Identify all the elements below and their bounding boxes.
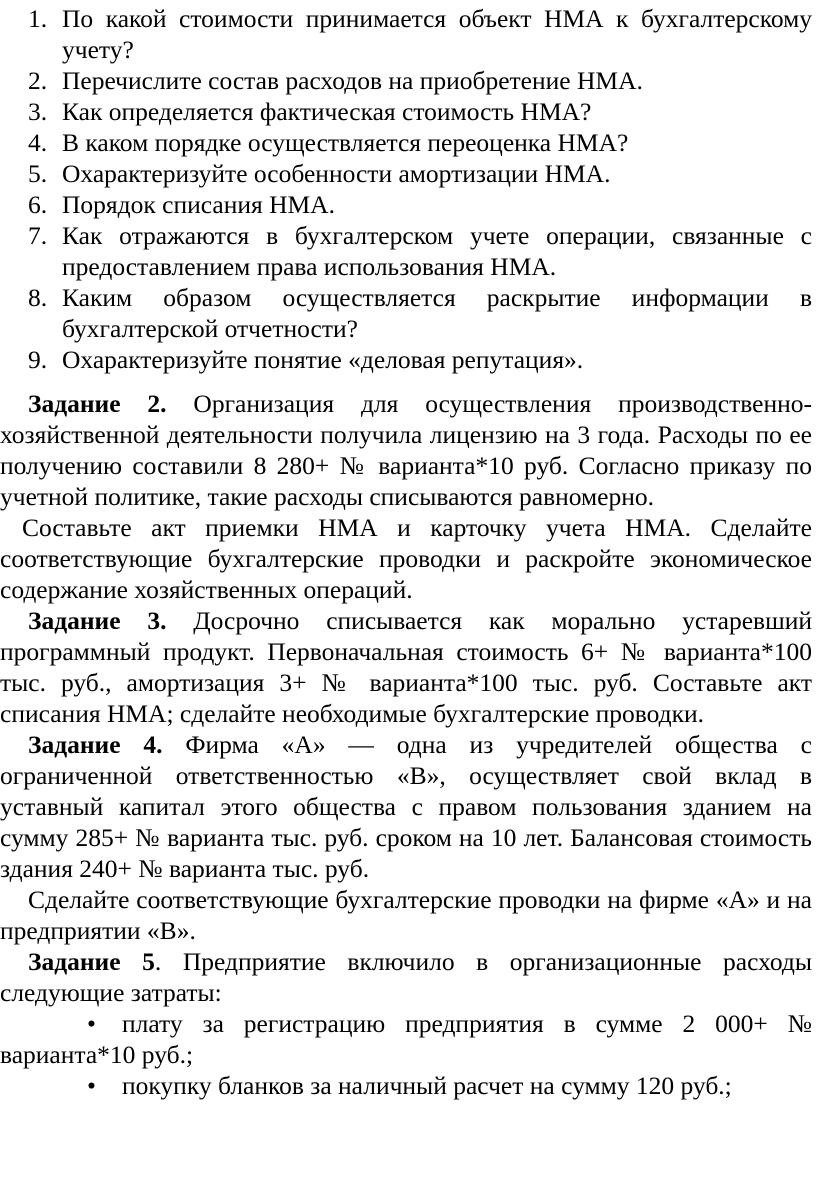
list-item	[0, 189, 812, 220]
bullet-item	[0, 1008, 812, 1070]
list-item-number: 4.	[28, 128, 48, 157]
tasks-section	[0, 388, 812, 1101]
list-item-text: Охарактеризуйте особенности амортизации НМА.	[62, 159, 611, 188]
list-item-text: Как определяется фактическая стоимость НМА?	[62, 97, 592, 126]
list-item	[0, 3, 812, 65]
task-3-text: Досрочно списывается как морально устаревший программный продукт. Первоначальная стоимость 6+ № варианта*100 тыс. руб., амортизация 3+ № варианта*100 тыс. руб. Составьте акт списания НМА; сделайте необходимые бухгалтерские проводки.	[0, 606, 812, 728]
list-item-number: 2.	[28, 66, 48, 95]
task-5-label: Задание 5	[28, 947, 155, 976]
bullet-icon: •	[87, 1071, 96, 1100]
task-3-paragraph	[0, 605, 812, 729]
list-item	[0, 220, 812, 282]
list-item-text: Как отражаются в бухгалтерском учете операции, связанные с предоставлением права использования НМА.	[62, 221, 812, 281]
list-item	[0, 158, 812, 189]
list-item-number: 1.	[28, 4, 48, 33]
list-item-text: Охарактеризуйте понятие «деловая репутация».	[62, 345, 584, 374]
list-item	[0, 344, 812, 375]
list-item-text: В каком порядке осуществляется переоценка НМА?	[62, 128, 629, 157]
task-5-text: . Предприятие включило в организационные расходы следующие затраты:	[0, 947, 813, 1007]
task-4-instruction	[0, 884, 812, 946]
task-4-instruction-text: Сделайте соответствующие бухгалтерские проводки на фирме «А» и на предприятии «В».	[0, 885, 812, 945]
list-item	[0, 65, 812, 96]
list-item-number: 3.	[28, 97, 48, 126]
task-4-text: Фирма «А» — одна из учредителей общества с ограниченной ответственностью «В», осуществляет свой вклад в уставный капитал этого общества с правом пользования зданием на сумму 285+ № варианта тыс. руб. сроком на 10 лет. Балансовая стоимость здания 240+ № варианта тыс. руб.	[0, 730, 812, 883]
questions-list	[0, 3, 812, 375]
task-2-label: Задание 2.	[28, 389, 167, 418]
task-4-paragraph	[0, 729, 812, 884]
list-item	[0, 96, 812, 127]
bullet-item	[0, 1070, 812, 1101]
task-2-paragraph	[0, 388, 812, 512]
list-item-number: 7.	[28, 221, 48, 250]
list-item-number: 6.	[28, 190, 48, 219]
list-item-text: Каким образом осуществляется раскрытие информации в бухгалтерской отчетности?	[62, 283, 812, 343]
task-4-label: Задание 4.	[28, 730, 163, 759]
list-item-text: Порядок списания НМА.	[62, 190, 335, 219]
bullet-icon: •	[87, 1009, 96, 1038]
task-2-instruction	[0, 512, 812, 605]
list-item-number: 5.	[28, 159, 48, 188]
list-item-number: 9.	[28, 345, 48, 374]
list-item-text: Перечислите состав расходов на приобретение НМА.	[62, 66, 643, 95]
list-item	[0, 127, 812, 158]
task-5-paragraph	[0, 946, 812, 1008]
bullet-item-text: плату за регистрацию предприятия в сумме 2 000+ № варианта*10 руб.;	[0, 1009, 812, 1069]
list-item-number: 8.	[28, 283, 48, 312]
bullet-item-text: покупку бланков за наличный расчет на сумму 120 руб.;	[122, 1071, 732, 1100]
task-2-text: Организация для осуществления производственно-хозяйственной деятельности получила лицензию на 3 года. Расходы по ее получению составили 8 280+ № варианта*10 руб. Согласно приказу по учетной политике, такие расходы списываются равномерно.	[0, 389, 812, 511]
task-2-instruction-text: Составьте акт приемки НМА и карточку учета НМА. Сделайте соответствующие бухгалтерские проводки и раскройте экономическое содержание хозяйственных операций.	[0, 513, 812, 604]
task-3-label: Задание 3.	[28, 606, 167, 635]
list-item-text: По какой стоимости принимается объект НМА к бухгалтерскому учету?	[62, 4, 812, 64]
list-item	[0, 282, 812, 344]
